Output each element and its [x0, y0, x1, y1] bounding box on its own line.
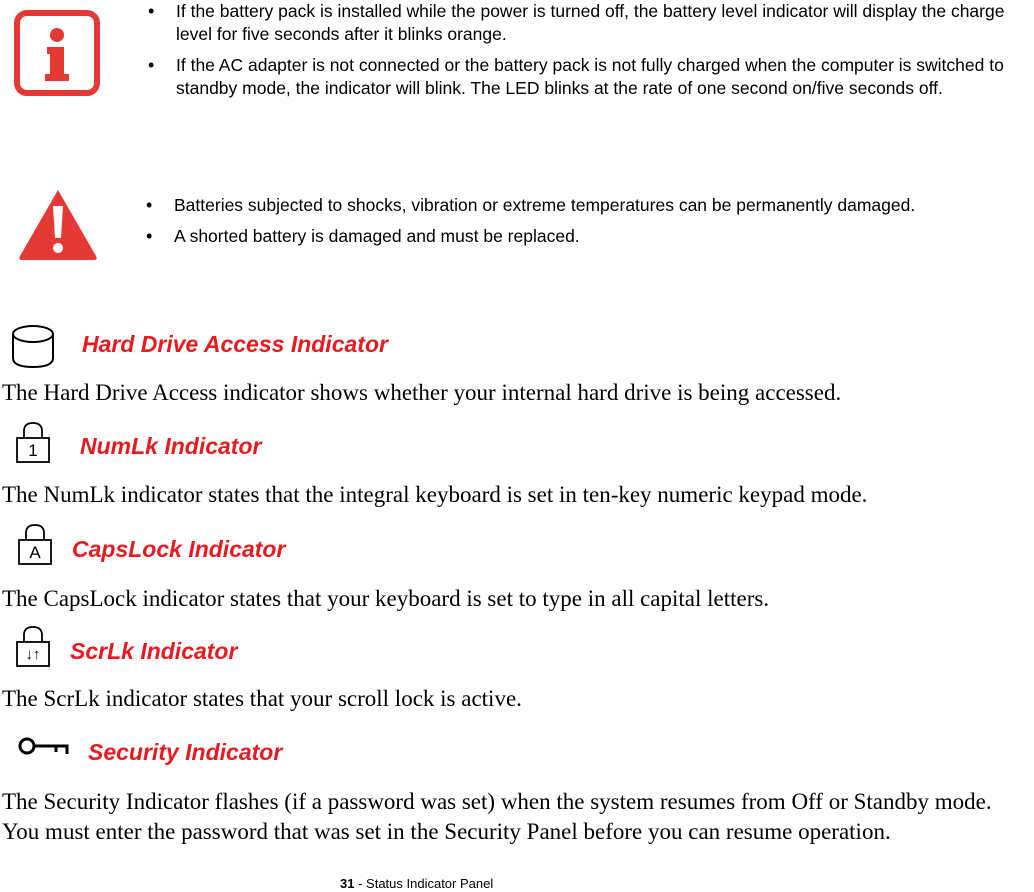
info-icon — [14, 10, 100, 96]
info-note-bullet: • If the battery pack is installed while the power is turned off, the battery level indicator will display the charge level for five seconds after it blinks orange. — [148, 1, 1005, 44]
bullet-icon: • — [146, 195, 153, 215]
capslock-lock-glyph: A — [29, 543, 41, 562]
bullet-icon: • — [148, 1, 155, 21]
capslock-lock-icon — [16, 522, 54, 566]
page-footer — [340, 876, 493, 892]
hard-drive-heading: Hard Drive Access Indicator — [82, 331, 388, 357]
hard-drive-description: The Hard Drive Access indicator shows whether your internal hard drive is being accessed. — [2, 380, 842, 405]
scrlk-lock-icon — [14, 624, 52, 668]
hard-drive-icon — [8, 322, 58, 372]
capslock-description: The CapsLock indicator states that your keyboard is set to type in all capital letters. — [2, 586, 770, 611]
footer-section-title: Status Indicator Panel — [366, 876, 494, 891]
numlk-description: The NumLk indicator states that the integral keyboard is set in ten-key numeric keypad mode. — [2, 482, 868, 507]
footer-separator: - — [354, 876, 367, 891]
capslock-heading: CapsLock Indicator — [72, 536, 286, 562]
security-description: The Security Indicator flashes (if a password was set) when the system resumes from Off or Standby mode. You must enter the password that was set in the Security Panel before you can resume operation. — [2, 789, 992, 844]
bullet-icon: • — [148, 55, 155, 75]
warning-note-bullet: • A shorted battery is damaged and must be replaced. — [146, 226, 580, 246]
scrlk-description: The ScrLk indicator states that your scroll lock is active. — [2, 686, 522, 711]
numlk-lock-icon — [14, 420, 52, 464]
warning-icon — [16, 186, 100, 262]
warning-note-list — [146, 194, 1006, 248]
warning-note-bullet: • Batteries subjected to shocks, vibration or extreme temperatures can be permanently damaged. — [146, 195, 916, 215]
scrlk-heading: ScrLk Indicator — [70, 638, 238, 664]
key-icon — [18, 736, 70, 760]
scrlk-lock-glyph: ↓↑ — [25, 646, 41, 663]
page-number: 31 — [340, 876, 355, 891]
numlk-lock-glyph: 1 — [28, 441, 38, 460]
security-heading: Security Indicator — [88, 739, 283, 765]
info-note-bullet: • If the AC adapter is not connected or the battery pack is not fully charged when the computer is switched to standby mode, the indicator will blink. The LED blinks at the rate of one second on/five seconds off. — [148, 55, 1004, 98]
info-note-list — [148, 0, 1033, 100]
bullet-icon: • — [146, 226, 153, 246]
numlk-heading: NumLk Indicator — [80, 433, 262, 459]
